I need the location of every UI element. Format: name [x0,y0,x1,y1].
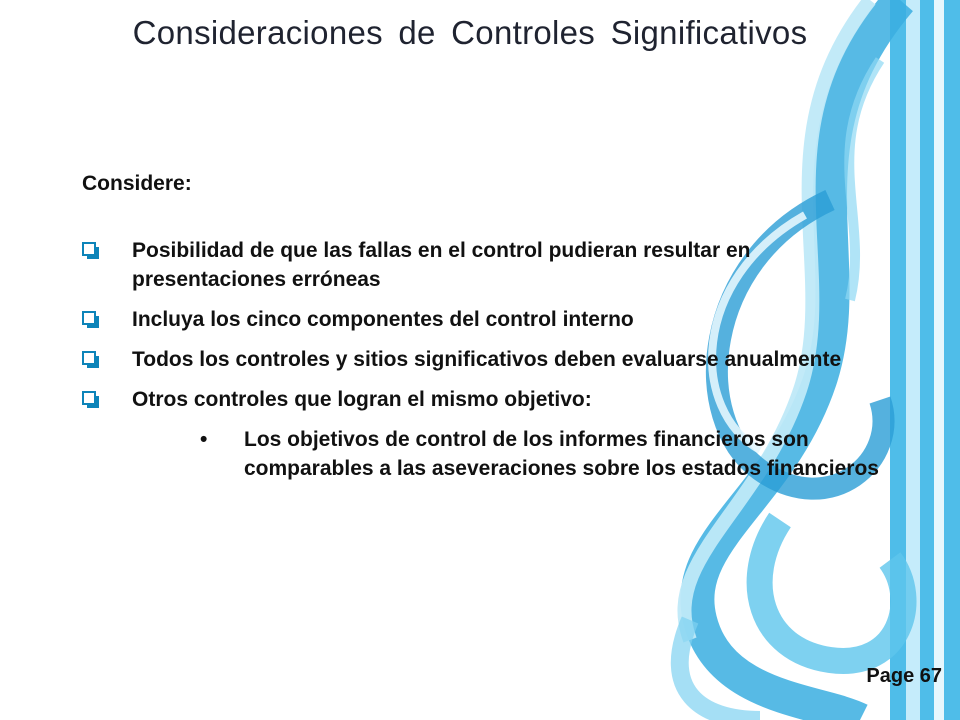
sub-bullet-text: Los objetivos de control de los informes financieros son comparables a las aseveraciones sobre los estados financieros [244,428,879,480]
bullet-text: Incluya los cinco componentes del control interno [132,308,634,331]
bullet-text: Otros controles que logran el mismo objetivo: [132,388,592,411]
bullet-item [82,305,882,334]
sub-bullet-item [82,425,882,483]
checkbox-bullet-icon [82,311,96,325]
slide-content [82,172,882,483]
bullet-item [82,345,882,374]
sub-bullet-marker: • [200,428,208,451]
bullet-item [82,236,882,294]
bullet-item [82,385,882,414]
slide-title: Consideraciones de Controles Significativos [132,14,808,51]
intro-text: Considere: [82,172,192,195]
checkbox-bullet-icon [82,351,96,365]
bullet-text: Todos los controles y sitios significativos deben evaluarse anualmente [132,348,842,371]
checkbox-bullet-icon [82,242,96,256]
page-number: Page 67 [866,665,942,687]
checkbox-bullet-icon [82,391,96,405]
bullet-text: Posibilidad de que las fallas en el control pudieran resultar en presentaciones erróneas [132,239,751,291]
